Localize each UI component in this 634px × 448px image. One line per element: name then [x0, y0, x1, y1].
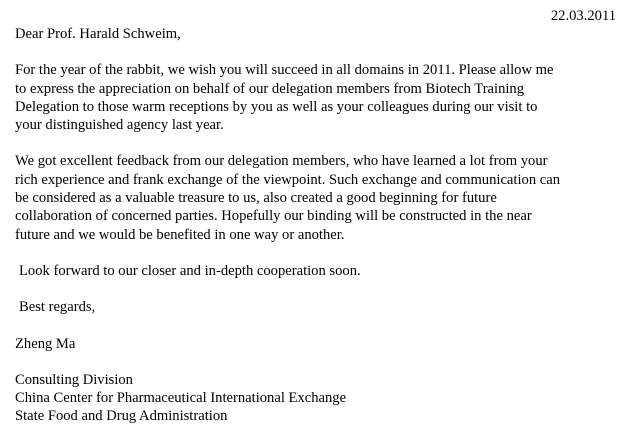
- paragraph-1: [15, 61, 627, 134]
- letter-date: 22.03.2011: [550, 8, 616, 24]
- paragraph-2-line: collaboration of concerned parties. Hopefully our binding will be constructed in the near: [15, 208, 532, 225]
- paragraph-2-line: rich experience and frank exchange of the viewpoint. Such exchange and communication can: [15, 171, 561, 188]
- signature-organization: China Center for Pharmaceutical International Exchange: [15, 390, 347, 407]
- signature-block: [15, 371, 627, 426]
- paragraph-2-line: We got excellent feedback from our delegation members, who have learned a lot from your: [15, 153, 548, 170]
- signature-name: Zheng Ma: [15, 335, 76, 352]
- paragraph-2-line: be considered as a valuable treasure to us, also created a good beginning for future: [15, 190, 497, 207]
- paragraph-1-line: For the year of the rabbit, we wish you will succeed in all domains in 2011. Please allow me: [15, 62, 554, 79]
- signature-department: Consulting Division: [15, 371, 133, 388]
- signature-administration: State Food and Drug Administration: [15, 408, 228, 425]
- paragraph-2-line: future and we would be benefited in one way or another.: [15, 226, 345, 243]
- letter-body: [15, 25, 627, 426]
- salutation: Dear Prof. Harald Schweim,: [15, 26, 181, 42]
- sign-off: Best regards,: [19, 299, 96, 316]
- paragraph-1-line: to express the appreciation on behalf of our delegation members from Biotech Training: [15, 80, 525, 97]
- paragraph-2: [15, 152, 627, 243]
- paragraph-1-line: Delegation to those warm receptions by you as well as your colleagues during our visit to: [15, 98, 538, 115]
- paragraph-1-line: your distinguished agency last year.: [15, 117, 224, 134]
- closing-paragraph: Look forward to our closer and in-depth cooperation soon.: [19, 262, 361, 279]
